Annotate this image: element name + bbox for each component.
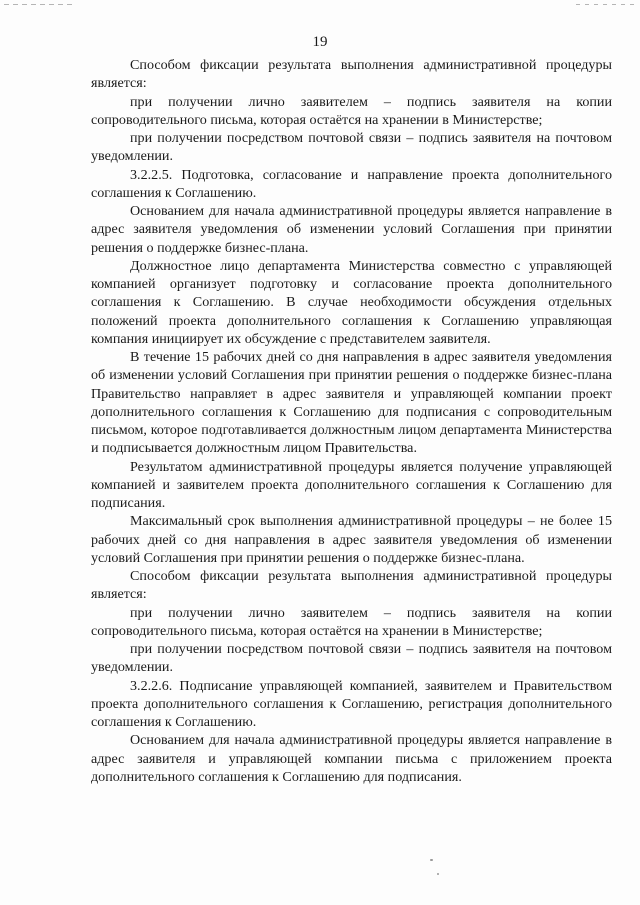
scan-artifact <box>430 859 433 861</box>
scan-artifact <box>437 873 439 875</box>
document-body <box>91 56 612 786</box>
paragraph: В течение 15 рабочих дней со дня направления в адрес заявителя уведомления об изменении условий Соглашения при принятии решения о поддержке бизнес-плана Правительство направляет в адрес заявителя и управляющей компании проект дополнительного соглашения к Соглашению для подписания с сопроводительным письмом, которое подготавливается должностным лицом департамента Министерства и подписывается должностным лицом Правительства. <box>91 349 612 457</box>
paragraph: при получении лично заявителем – подпись заявителя на копии сопроводительного письма, которая остаётся на хранении в Министерстве; <box>91 93 612 128</box>
paragraph: Максимальный срок выполнения административной процедуры – не более 15 рабочих дней со дня направления в адрес заявителя уведомления об изменении условий Соглашения при принятии решения о поддержке бизнес-плана. <box>91 513 612 566</box>
scan-artifact <box>576 4 636 5</box>
paragraph: Основанием для начала административной процедуры является направление в адрес заявителя уведомления об изменении условий Соглашения при принятии решения о поддержке бизнес-плана. <box>91 203 612 256</box>
paragraph: Основанием для начала административной процедуры является направление в адрес заявителя и управляющей компании письма с приложением проекта дополнительного соглашения к Соглашению для подписания. <box>91 732 612 785</box>
paragraph: при получении посредством почтовой связи – подпись заявителя на почтовом уведомлении. <box>91 130 612 165</box>
page-number: 19 <box>312 34 328 50</box>
paragraph: Способом фиксации результата выполнения административной процедуры является: <box>91 568 612 603</box>
section-heading: 3.2.2.6. Подписание управляющей компанией, заявителем и Правительством проекта дополнительного соглашения к Соглашению, регистрация дополнительного соглашения к Соглашению. <box>91 677 612 730</box>
paragraph: Способом фиксации результата выполнения административной процедуры является: <box>91 57 612 92</box>
paragraph: при получении посредством почтовой связи – подпись заявителя на почтовом уведомлении. <box>91 641 612 676</box>
paragraph: Должностное лицо департамента Министерства совместно с управляющей компанией организует подготовку и согласование проекта дополнительного соглашения к Соглашению. В случае необходимости обсуждения отдельных положений проекта дополнительного соглашения к Соглашению управляющая компания инициирует их обсуждение с представителем заявителя. <box>91 257 612 347</box>
paragraph: Результатом административной процедуры является получение управляющей компанией и заявителем проекта дополнительного соглашения к Соглашению для подписания. <box>91 458 612 511</box>
paragraph: при получении лично заявителем – подпись заявителя на копии сопроводительного письма, которая остаётся на хранении в Министерстве; <box>91 604 612 639</box>
scan-artifact <box>4 4 74 5</box>
section-heading: 3.2.2.5. Подготовка, согласование и направление проекта дополнительного соглашения к Соглашению. <box>91 166 612 201</box>
